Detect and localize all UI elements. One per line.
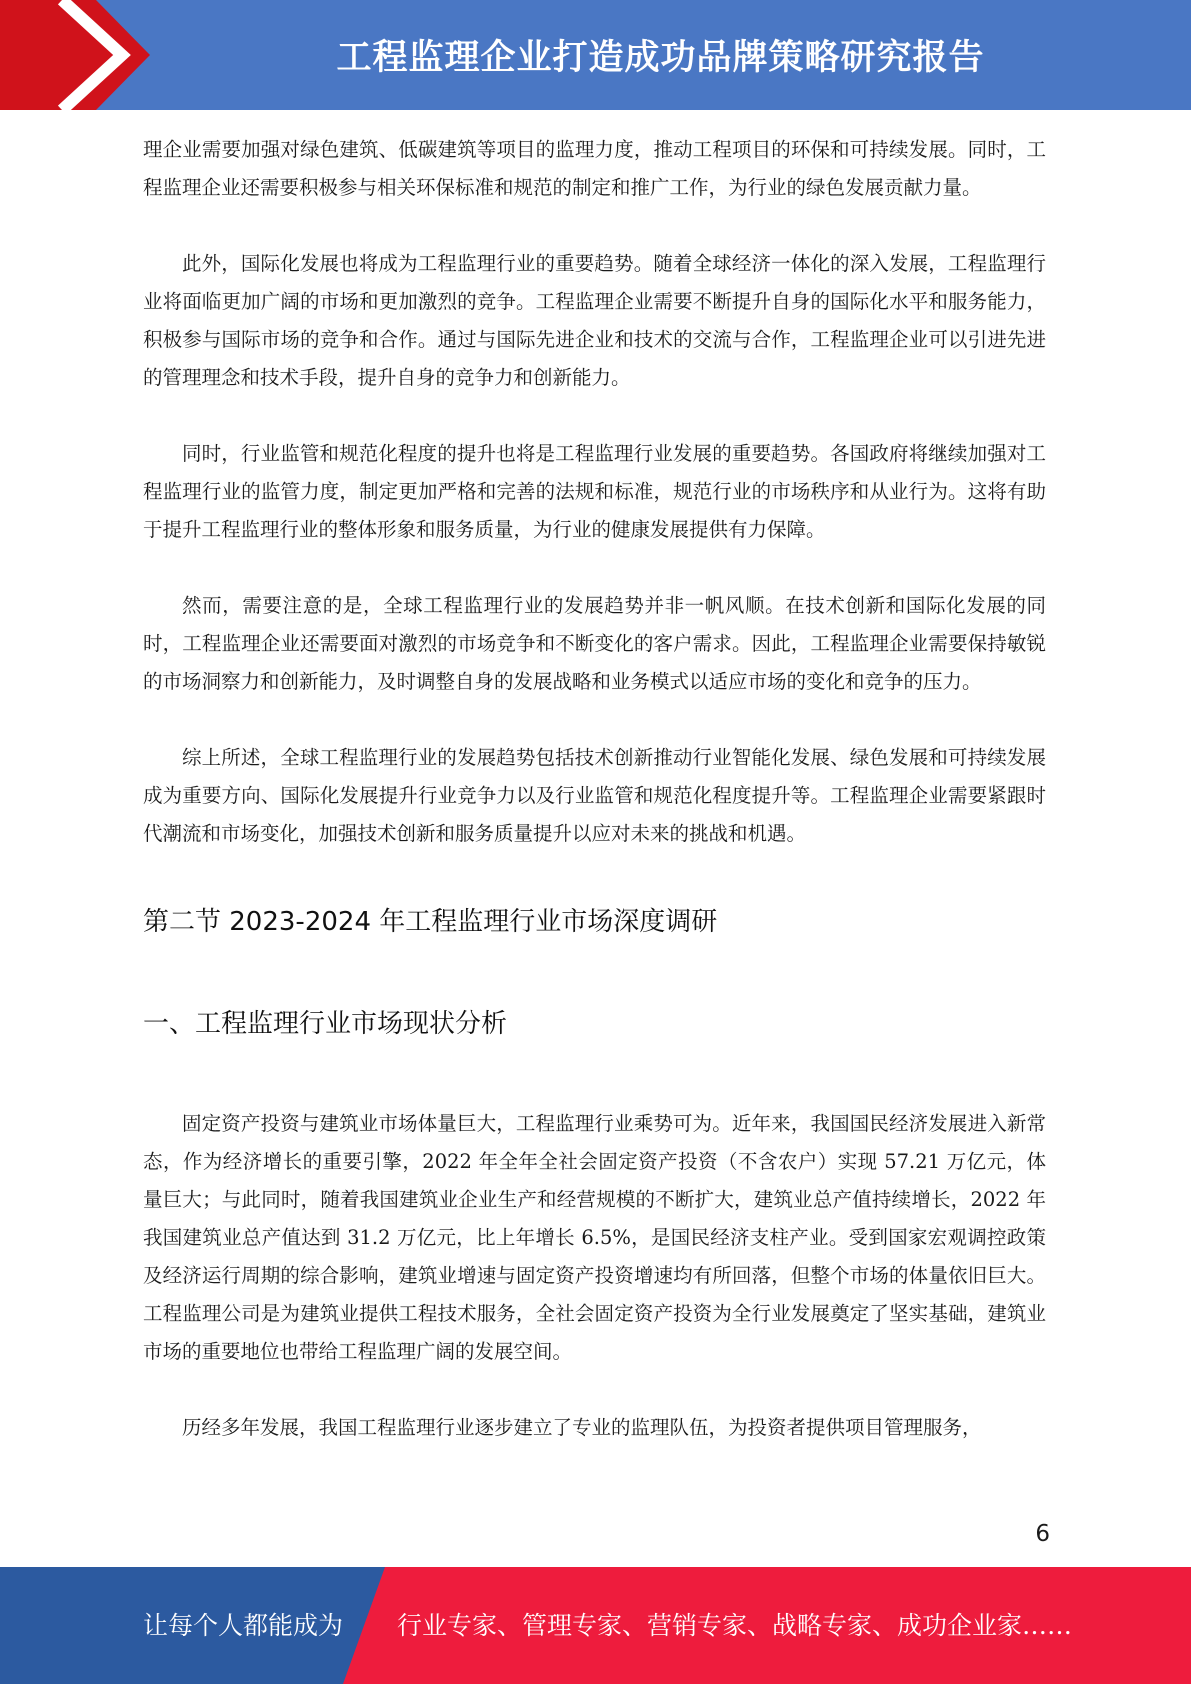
subsection-heading: 一、工程监理行业市场现状分析 <box>143 1009 508 1039</box>
report-title: 工程监理企业打造成功品牌策略研究报告 <box>336 38 985 78</box>
page-footer <box>0 1567 1191 1684</box>
page-header <box>0 0 1191 110</box>
body-paragraph: 理企业需要加强对绿色建筑、低碳建筑等项目的监理力度，推动工程项目的环保和可持续发展。同时，工程监理企业还需要积极参与相关环保标准和规范的制定和推广工作，为行业的绿色发展贡献力量。 <box>143 138 1046 199</box>
body-paragraph: 固定资产投资与建筑业市场体量巨大，工程监理行业乘势可为。近年来，我国国民经济发展进入新常态，作为经济增长的重要引擎，2022 年全年全社会固定资产投资（不含农户）实现 57.21 万亿元，体量巨大；与此同时，随着我国建筑业企业生产和经营规模的不断扩大，建筑业总产值持续增长，2022 年我国建筑业总产值达到 31.2 万亿元，比上年增长 6.5%，是国民经济支柱产业。受到国家宏观调控政策及经济运行周期的综合影响，建筑业增速与固定资产投资增速均有所回落，但整个市场的体量依旧巨大。工程监理公司是为建筑业提供工程技术服务，全社会固定资产投资为全行业发展奠定了坚实基础，建筑业市场的重要地位也带给工程监理广阔的发展空间。 <box>143 1112 1046 1363</box>
body-paragraph: 综上所述，全球工程监理行业的发展趋势包括技术创新推动行业智能化发展、绿色发展和可持续发展成为重要方向、国际化发展提升行业竞争力以及行业监管和规范化程度提升等。工程监理企业需要紧跟时代潮流和市场变化，加强技术创新和服务质量提升以应对未来的挑战和机遇。 <box>143 746 1046 845</box>
footer-roles: 行业专家、管理专家、营销专家、战略专家、成功企业家…… <box>397 1611 1073 1640</box>
header-chevron-decoration <box>0 0 160 110</box>
section-heading: 第二节 2023-2024 年工程监理行业市场深度调研 <box>143 907 718 937</box>
main-content <box>143 131 1046 1447</box>
page-number: 6 <box>1035 1521 1050 1547</box>
body-paragraph: 然而，需要注意的是，全球工程监理行业的发展趋势并非一帆风顺。在技术创新和国际化发展的同时，工程监理企业还需要面对激烈的市场竞争和不断变化的客户需求。因此，工程监理企业需要保持敏锐的市场洞察力和创新能力，及时调整自身的发展战略和业务模式以适应市场的变化和竞争的压力。 <box>143 594 1046 693</box>
body-paragraph: 同时，行业监管和规范化程度的提升也将是工程监理行业发展的重要趋势。各国政府将继续加强对工程监理行业的监管力度，制定更加严格和完善的法规和标准，规范行业的市场秩序和从业行为。这将有助于提升工程监理行业的整体形象和服务质量，为行业的健康发展提供有力保障。 <box>143 442 1046 541</box>
footer-slogan: 让每个人都能成为 <box>143 1611 344 1640</box>
body-paragraph: 历经多年发展，我国工程监理行业逐步建立了专业的监理队伍，为投资者提供项目管理服务， <box>182 1416 982 1439</box>
body-paragraph: 此外，国际化发展也将成为工程监理行业的重要趋势。随着全球经济一体化的深入发展，工程监理行业将面临更加广阔的市场和更加激烈的竞争。工程监理企业需要不断提升自身的国际化水平和服务能力，积极参与国际市场的竞争和合作。通过与国际先进企业和技术的交流与合作，工程监理企业可以引进先进的管理理念和技术手段，提升自身的竞争力和创新能力。 <box>143 252 1046 389</box>
